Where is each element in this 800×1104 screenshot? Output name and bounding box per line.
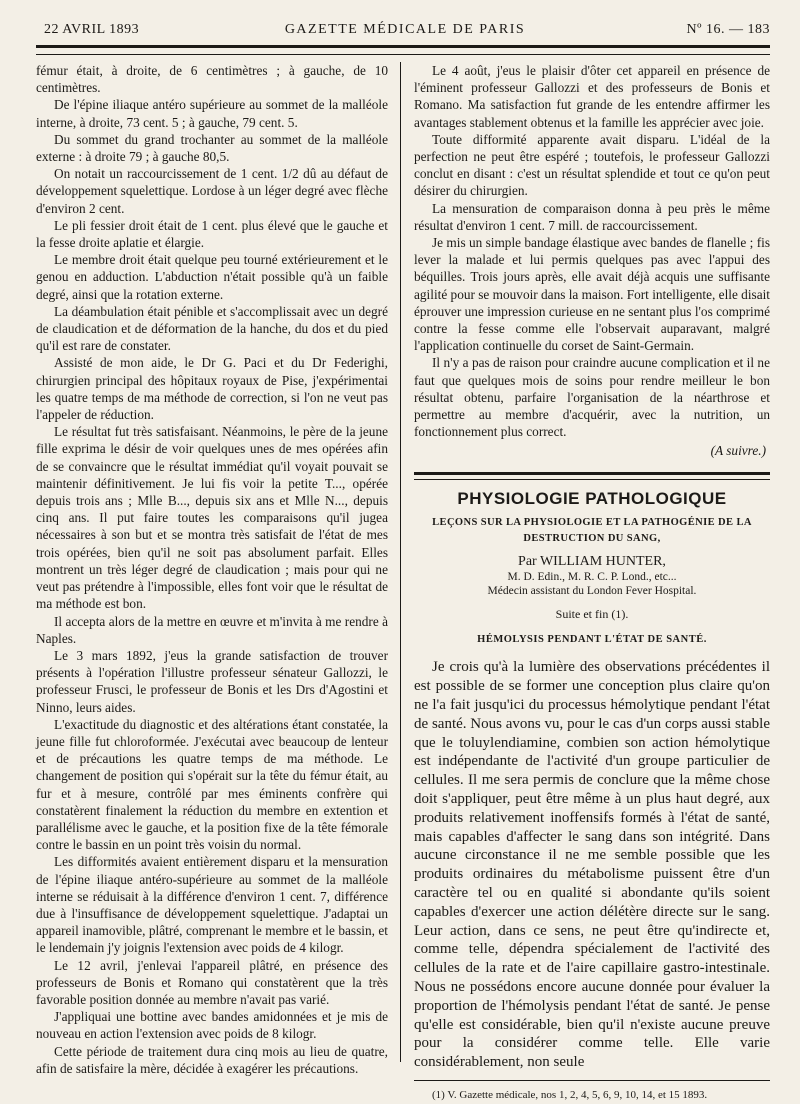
article-author: Par WILLIAM HUNTER, [518,553,666,569]
paragraph: Le 3 mars 1892, j'eus la grande satisfaction de trouver présents à l'opération l'illustre professeur sénateur Gallozzi, le professeur Frusci, le professeur de Bonis et les Drs d'Agostini et Ninno, leurs aides. [36,647,388,715]
paragraph: Le 12 avril, j'enlevai l'appareil plâtré, en présence des professeurs de Bonis et Romano qui constatèrent que la très favorable position donnée au membre n'avait pas varié. [36,957,388,1007]
paragraph: Je mis un simple bandage élastique avec bandes de flanelle ; fis lever la malade et lui permis quelques pas avec l'appui des béquilles. Trois jours après, elle avait déjà acquis une suffisante agilité pour se mouvoir dans la maison. Fort intelligente, elle disait éprouver une impression curieuse en ne sentant plus l'os comprimé contre la fesse comme elle l'observait auparavant, malgré l'application continuelle du corset de Saint-Germain. [414,235,770,354]
article-title-line-2: DESTRUCTION DU SANG, [523,532,661,544]
author-affiliation: Médecin assistant du London Fever Hospital. [487,585,697,598]
page-header [40,18,770,40]
to-be-continued: (A suivre.) [710,443,766,459]
paragraph: J'appliquai une bottine avec bandes amidonnées et je mis de nouveau en action l'extension avec poids de 8 kilogr. [36,1009,388,1042]
paragraph: La déambulation était pénible et s'accomplissait avec un degré de claudication et de déformation de la hanche, du dos et du pied qu'il est rare de constater. [36,303,388,354]
paragraph: Il n'y a pas de raison pour craindre aucune complication et il ne faut que quelques mois de soins pour rendre meilleur le bon résultat obtenu, parfaire l'organisation de la néarthrose et permettre au membre d'acquérir, avec la nutrition, un fonctionnement plus correct. [414,355,770,440]
paragraph: L'exactitude du diagnostic et des altérations étant constatée, la jeune fille fut chloroformée. J'exécutai avec beaucoup de lenteur et de précautions les quatre temps de ma méthode. Le changement de position qui s'opérait sur la tête du fémur était, au fur et à mesure, contrôlé par mes éminents confrère qui constatèrent finalement la réduction du membre en extention et parallélisme avec le gauche, et la position fixe de la tête fémorale contre le bassin en un point très voisin du normal. [36,716,388,853]
section-rule [414,472,770,480]
publication-title: GAZETTE MÉDICALE DE PARIS [284,22,526,37]
paragraph: Le 4 août, j'eus le plaisir d'ôter cet appareil en présence de l'éminent professeur Gallozzi et des professeurs de Bonis et Romano. Ma satisfaction fut grande de les entendre affirmer les avantages stablement obtenus et la famille les apprécier avec joie. [414,63,770,130]
paragraph: fémur était, à droite, de 6 centimètres ; à gauche, de 10 centimètres. [36,63,388,96]
paragraph: Le résultat fut très satisfaisant. Néanmoins, le père de la jeune fille exprima le désir de voir quelques unes de mes opérées afin de se convaincre que le résultat immédiat qu'il voyait pouvait se maintenir définitivement. Je lui fis voir la petite T..., opérée depuis trois ans ; Mlle B..., depuis six ans et Mlle N..., depuis cinq ans. Il put faire toutes les comparaisons qu'il jugea nécessaires à son but et se montra très satisfait de l'état de mes trois opérées, bien qu'il ne soit pas absolument parfait. Elles montrent un très léger degré de claudication ; mais pour qui ne veut pas prétendre à l'impossible, elles font voir que le résultat de ma méthode est bon. [36,424,388,612]
section-title: PHYSIOLOGIE PATHOLOGIQUE [457,488,727,508]
right-column [414,62,770,1104]
article-body [414,658,770,1072]
paragraph: Du sommet du grand trochanter au sommet de la malléole externe : à droite 79 ; à gauche 80,5. [36,131,388,165]
article-title-line-1: LEÇONS SUR LA PHYSIOLOGIE ET LA PATHOGÉNIE DE LA [432,516,752,528]
paragraph: Le pli fessier droit était de 1 cent. plus élevé que le gauche et la fesse droite aplatie et élargie. [36,217,388,251]
issue-page-number: Nº 16. — 183 [686,22,770,37]
paragraph: Le membre droit était quelque peu tourné extérieurement et le genou en adduction. L'abduction n'était possible qu'à un faible degré, ainsi que la rotation externe. [36,252,388,302]
paragraph: Il accepta alors de la mettre en œuvre et m'invita à me rendre à Naples. [36,613,388,646]
continuation-note: Suite et fin (1). [555,607,629,622]
paragraph: La mensuration de comparaison donna à peu près le même résultat d'environ 1 cent. 7 mill. de raccourcissement. [414,200,770,233]
article-subheading: HÉMOLYSIS PENDANT L'ÉTAT DE SANTÉ. [477,634,707,646]
paragraph: Les difformités avaient entièrement disparu et la mensuration de l'épine iliaque antéro-supérieure au sommet de la malléole interne se réduisait à la différence d'environ 1 cent. 7, différence due à l'insuffisance de développement squelettique. J'adaptai un appareil inamovible, plâtré, comprenant le membre et le bassin, et le lendemain j'y joignis l'extension avec poids de 4 kilogr. [36,854,388,956]
paragraph: On notait un raccourcissement de 1 cent. 1/2 dû au défaut de développement squelettique. Lordose à un léger degré avec flèche d'environ 2 cent. [36,166,388,216]
paragraph: De l'épine iliaque antéro supérieure au sommet de la malléole interne, à droite, 73 cent. 5 ; à gauche, 79 cent. 5. [36,97,388,130]
footnote-rule [414,1080,770,1081]
issue-date: 22 AVRIL 1893 [44,22,140,37]
footnote: (1) V. Gazette médicale, nos 1, 2, 4, 5, 6, 9, 10, 14, et 15 1893. [432,1089,708,1102]
paragraph: Je crois qu'à la lumière des observations précédentes il est possible de se former une conception plus claire qu'on ne l'a fait jusqu'ici du processus hémolytique pendant l'état de santé. Nous avons vu, pour le cas d'un corps aussi stable que le toluylendiamine, combien son action hémolytique est indépendante de l'activité d'un groupe particulier de cellules. Il me sera permis de conclure que la même chose doit s'appliquer, peut être même à un plus haut degré, aux produits relativement inoffensifs formés à l'état de santé, mais capables d'affecter le sang dans son intégrité. Dans aucune circonstance il ne me semble possible que les produits ordinaires du métabolisme puissent être d'un caractère tel ou en qualité si abondante qu'ils soient capables d'exercer une action délétère directe sur le sang. Leur action, dans ce sens, ne peut être qu'indirecte et, comme telle, dépendra spécialement de l'activité des cellules de la rate et de l'aire capillaire gastro-intestinale. Nous ne possédons encore aucune donnée pour évaluer la proportion de l'hémolysis pendant l'état de santé. Je pense qu'elle est considérable, bien qu'il n'existe aucune preuve pour la considérer comme telle. Elle varie considérablement, non seule [414,659,770,1071]
paragraph: Cette période de traitement dura cinq mois au lieu de quatre, afin de satisfaire la mère, décidée à exagérer les précautions. [36,1043,388,1076]
column-divider [400,62,401,1062]
paragraph: Assisté de mon aide, le Dr G. Paci et du Dr Federighi, chirurgien principal des hôpitaux royaux de Pise, j'expérimentai les quatre temps de ma méthode de correction, si l'on ne veut pas l'appeler de réduction. [36,355,388,423]
header-rule [36,45,770,55]
paragraph: Toute difformité apparente avait disparu. L'idéal de la perfection ne peut être espéré ; toutefois, le professeur Gallozzi conclut en disant : c'est un résultat splendide et tout ce qu'on peut désirer du chirurgien. [414,131,770,199]
left-column [36,62,388,1077]
author-credentials: M. D. Edin., M. R. C. P. Lond., etc... [507,571,677,584]
